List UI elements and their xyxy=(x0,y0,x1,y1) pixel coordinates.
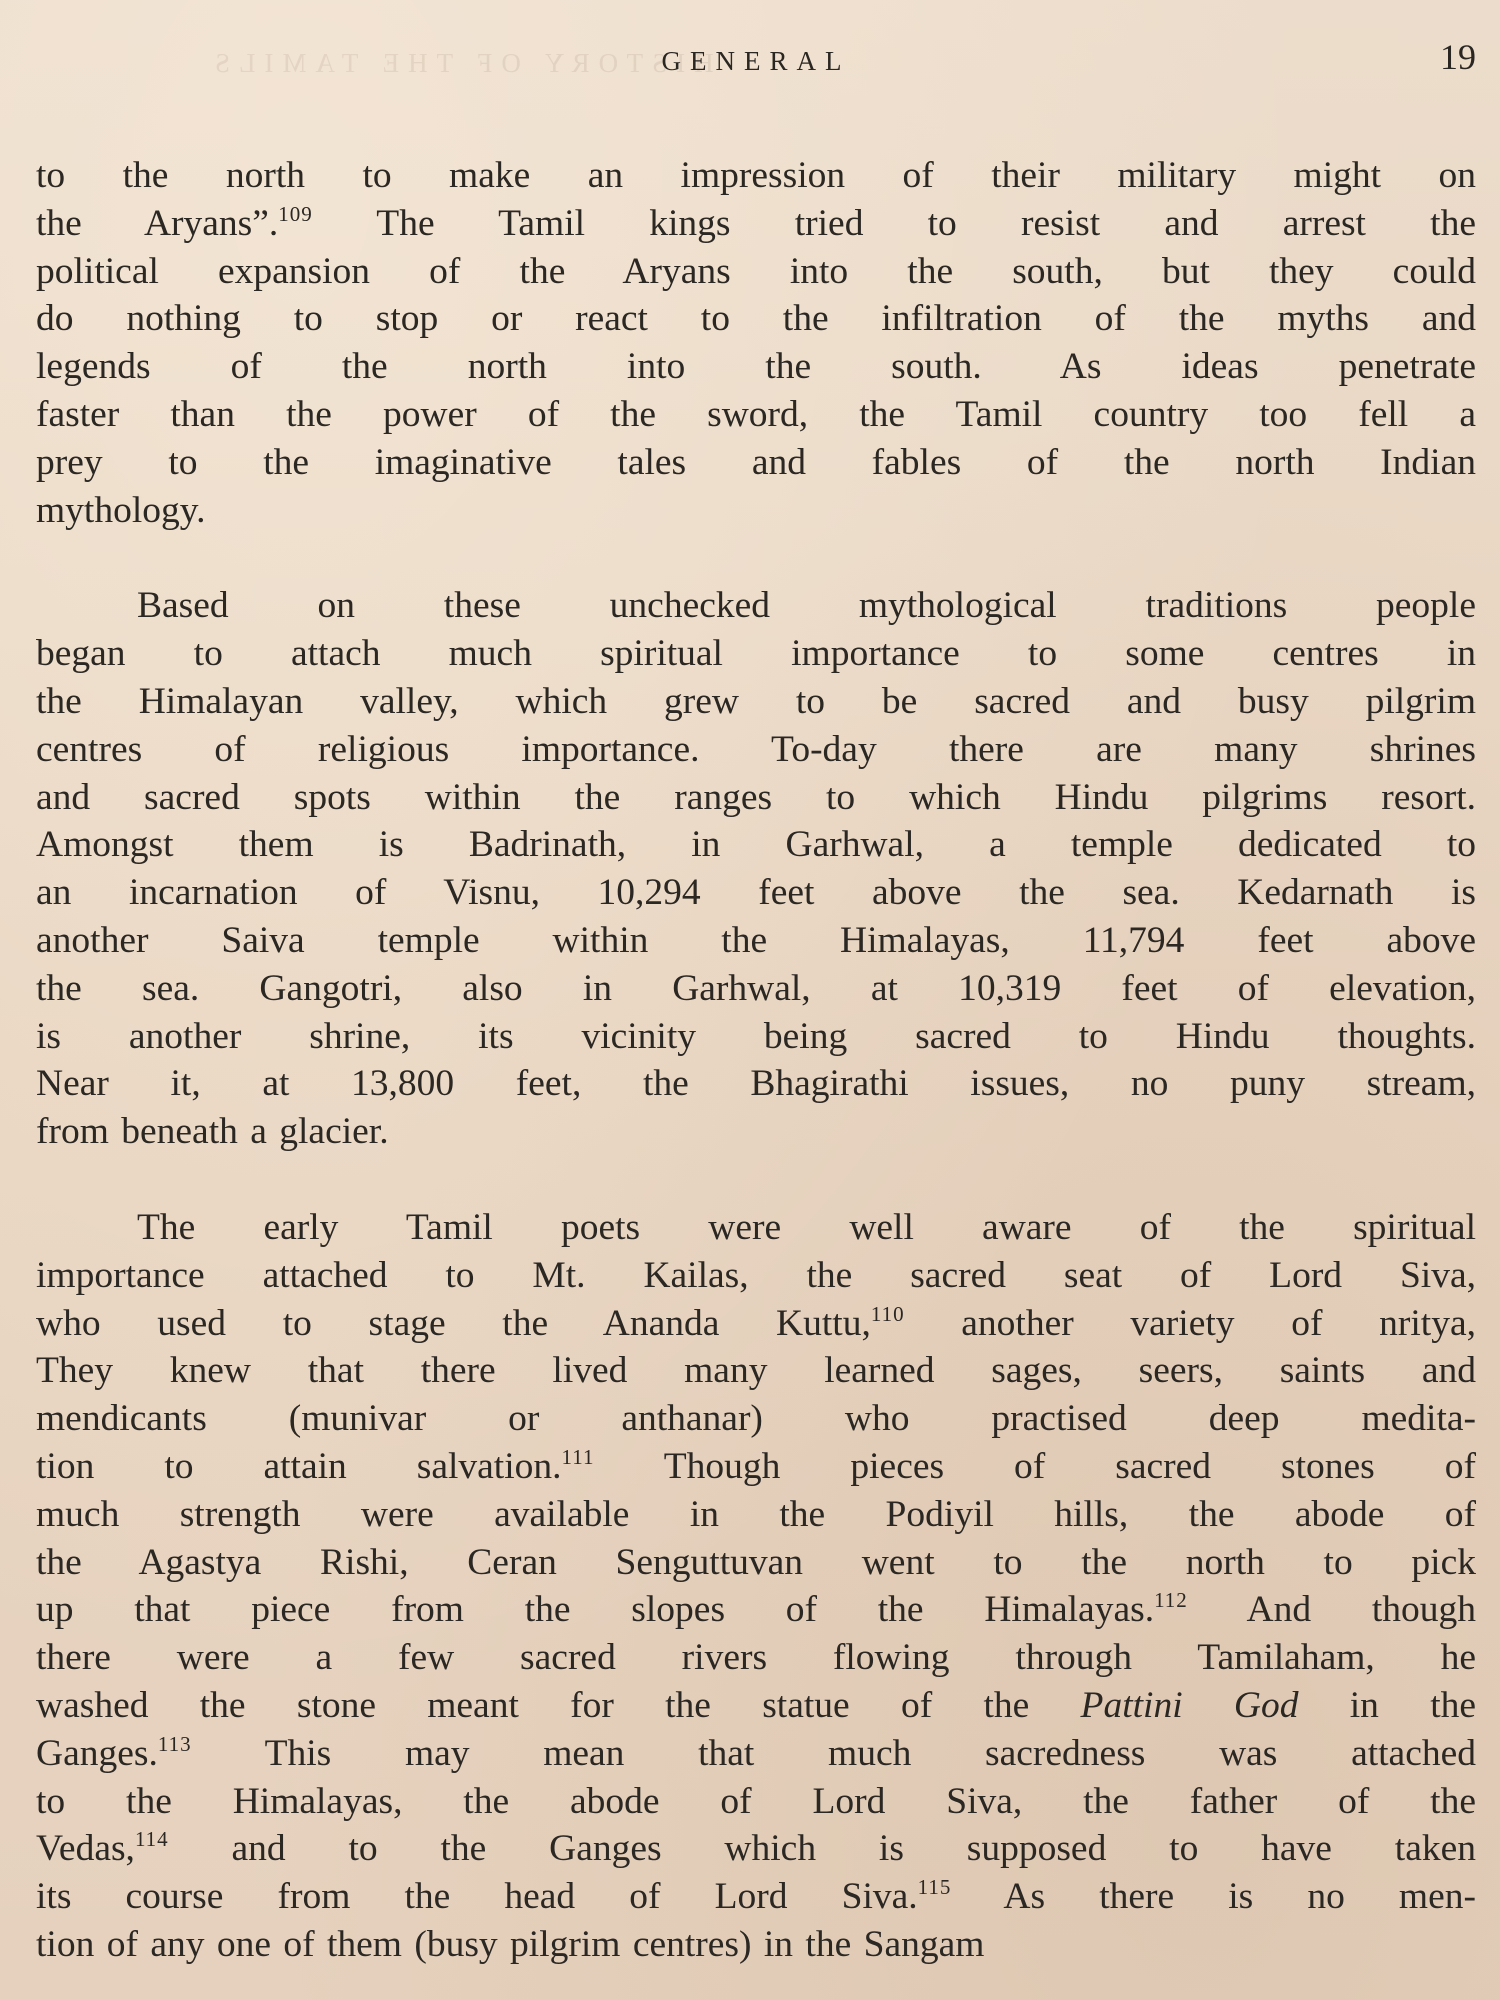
text-run: mythology. xyxy=(36,489,206,531)
text-run: much strength were available in the Podiyil hills, the abode of xyxy=(36,1493,1476,1535)
footnote-marker: 112 xyxy=(1154,1588,1188,1613)
text-run: an incarnation of Visnu, 10,294 feet above the sea. Kedarnath is xyxy=(36,872,1476,914)
text-line xyxy=(36,1204,1476,1252)
text-line xyxy=(36,391,1476,439)
italic-term: Pattini God xyxy=(1080,1684,1299,1726)
text-run: Though pieces of sacred stones of xyxy=(594,1445,1476,1487)
text-line xyxy=(36,1300,1476,1348)
text-line xyxy=(36,1586,1476,1634)
paragraph xyxy=(36,152,1476,534)
text-line xyxy=(36,774,1476,822)
text-line xyxy=(36,1730,1476,1778)
text-run: and to the Ganges which is supposed to have taken xyxy=(168,1828,1476,1870)
text-run: Near it, at 13,800 feet, the Bhagirathi issues, no puny stream, xyxy=(36,1063,1476,1105)
footnote-marker: 115 xyxy=(917,1875,952,1900)
text-line xyxy=(36,1825,1476,1873)
text-run: Vedas, xyxy=(36,1828,135,1870)
text-line xyxy=(36,1108,1476,1156)
text-line xyxy=(36,1060,1476,1108)
text-line xyxy=(36,1539,1476,1587)
body-text xyxy=(36,152,1476,1969)
text-run: faster than the power of the sword, the Tamil country too fell a xyxy=(36,393,1476,435)
text-run: And though xyxy=(1187,1589,1476,1631)
text-run: the Himalayan valley, which grew to be sacred and busy pilgrim xyxy=(36,680,1476,722)
text-run: another Saiva temple within the Himalayas, 11,794 feet above xyxy=(36,919,1476,961)
text-line xyxy=(36,1634,1476,1682)
text-line xyxy=(36,487,1476,535)
text-line xyxy=(36,1347,1476,1395)
text-run: prey to the imaginative tales and fables of the north Indian xyxy=(36,441,1476,483)
text-run: importance attached to Mt. Kailas, the sacred seat of Lord Siva, xyxy=(36,1254,1476,1296)
text-run: They knew that there lived many learned sages, seers, saints and xyxy=(36,1350,1476,1392)
text-run: political expansion of the Aryans into the south, but they could xyxy=(36,250,1476,292)
text-run: This may mean that much sacredness was attached xyxy=(191,1732,1476,1774)
text-run: up that piece from the slopes of the Himalayas. xyxy=(36,1589,1155,1631)
text-line xyxy=(36,726,1476,774)
text-line xyxy=(36,630,1476,678)
text-run: the Aryans”. xyxy=(36,202,279,244)
text-run: Amongst them is Badrinath, in Garhwal, a temple dedicated to xyxy=(36,824,1476,866)
text-run: is another shrine, its vicinity being sacred to Hindu thoughts. xyxy=(36,1015,1476,1057)
text-line xyxy=(36,1778,1476,1826)
footnote-marker: 110 xyxy=(870,1301,905,1326)
text-line xyxy=(36,1013,1476,1061)
text-run: As there is no men- xyxy=(951,1876,1476,1918)
text-run: centres of religious importance. To-day there are many shrines xyxy=(36,728,1476,770)
footnote-marker: 114 xyxy=(134,1827,169,1852)
text-run: to the north to make an impression of their military might on xyxy=(36,155,1476,196)
text-run: from beneath a glacier. xyxy=(36,1111,389,1153)
text-line xyxy=(36,439,1476,487)
running-title: GENERAL xyxy=(661,46,851,76)
text-run: who used to stage the Ananda Kuttu, xyxy=(36,1302,871,1344)
text-run: Ganges. xyxy=(36,1732,158,1774)
text-run: Based on these unchecked mythological traditions people xyxy=(137,585,1476,627)
text-line xyxy=(36,152,1476,200)
text-run: another variety of nritya, xyxy=(904,1302,1476,1344)
text-line xyxy=(36,965,1476,1013)
text-run: mendicants (munivar or anthanar) who practised deep medita- xyxy=(36,1398,1476,1440)
text-line xyxy=(36,678,1476,726)
text-run: there were a few sacred rivers flowing through Tamilaham, he xyxy=(36,1637,1476,1679)
text-line xyxy=(36,1682,1476,1730)
text-run: its course from the head of Lord Siva. xyxy=(36,1876,918,1918)
footnote-marker: 109 xyxy=(278,201,313,226)
text-line xyxy=(36,917,1476,965)
footnote-marker: 111 xyxy=(561,1444,595,1469)
paragraph xyxy=(36,1204,1476,1969)
text-line xyxy=(36,1873,1476,1921)
page-number: 19 xyxy=(1440,37,1476,77)
text-run: the sea. Gangotri, also in Garhwal, at 10,319 feet of elevation, xyxy=(36,967,1476,1009)
text-line xyxy=(36,1395,1476,1443)
text-run: and sacred spots within the ranges to which Hindu pilgrims resort. xyxy=(36,776,1476,818)
text-run: the Agastya Rishi, Ceran Senguttuvan went to the north to pick xyxy=(36,1541,1476,1583)
text-line xyxy=(36,200,1476,248)
text-run: legends of the north into the south. As ideas penetrate xyxy=(36,346,1476,388)
text-line xyxy=(36,1252,1476,1300)
text-run: washed the stone meant for the statue of the xyxy=(36,1684,1081,1726)
text-line xyxy=(36,869,1476,917)
text-run: to the Himalayas, the abode of Lord Siva, the father of the xyxy=(36,1780,1476,1822)
footnote-marker: 113 xyxy=(157,1731,192,1756)
text-line xyxy=(36,582,1476,630)
text-line xyxy=(36,248,1476,296)
text-run: tion to attain salvation. xyxy=(36,1445,562,1487)
text-run: in the xyxy=(1298,1684,1477,1726)
bleed-through-shadow: HISTORY OF THE TAMILS xyxy=(206,48,714,78)
text-run: tion of any one of them (busy pilgrim centres) in the Sangam xyxy=(36,1923,985,1965)
text-line xyxy=(36,343,1476,391)
paragraph xyxy=(36,582,1476,1156)
text-run: began to attach much spiritual importance to some centres in xyxy=(36,633,1476,675)
running-header xyxy=(36,30,1476,90)
text-line xyxy=(36,1443,1476,1491)
book-page xyxy=(36,30,1476,1980)
text-line xyxy=(36,1491,1476,1539)
text-run: The early Tamil poets were well aware of the spiritual xyxy=(137,1206,1476,1248)
text-line xyxy=(36,1921,1476,1969)
text-line xyxy=(36,295,1476,343)
text-run: The Tamil kings tried to resist and arrest the xyxy=(312,202,1476,244)
text-run: do nothing to stop or react to the infiltration of the myths and xyxy=(36,298,1476,340)
text-line xyxy=(36,821,1476,869)
